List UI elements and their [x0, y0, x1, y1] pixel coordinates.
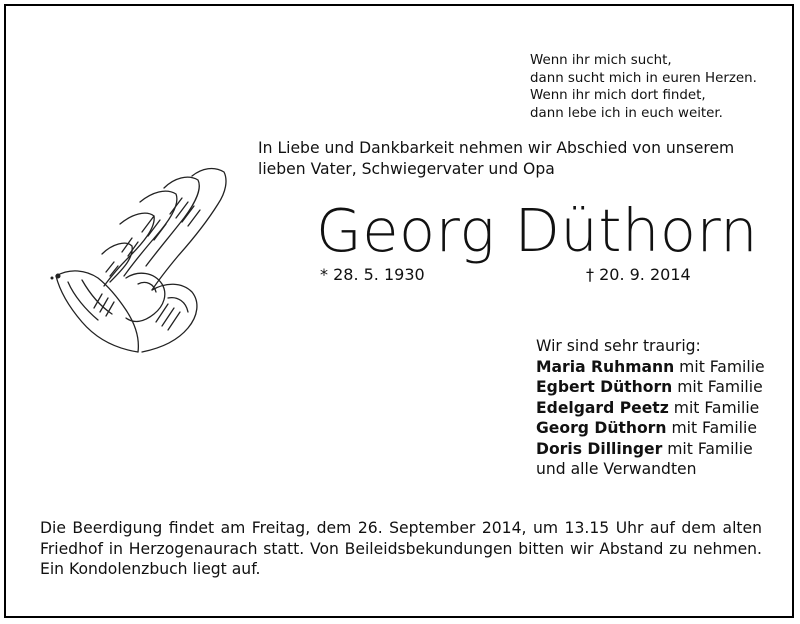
mourner-name: Doris Dillinger: [536, 439, 663, 458]
mourners-heading: Wir sind sehr traurig:: [536, 337, 701, 355]
mourner-entry: [536, 377, 765, 398]
mourners-list: [536, 336, 765, 480]
funeral-info: Die Beerdigung findet am Freitag, dem 26. September 2014, um 13.15 Uhr auf dem alten Friedhof in Herzogenaurach statt. Von Beileidsbekundungen bitten wir Abstand zu nehmen. Ein Kondolenzbuch liegt auf.: [40, 519, 762, 578]
deceased-name: Georg Düthorn: [316, 196, 759, 265]
obituary-notice: [4, 4, 794, 618]
praying-hands-icon: [42, 158, 238, 360]
poem-line: Wenn ihr mich sucht,: [530, 53, 672, 68]
death-date: † 20. 9. 2014: [586, 265, 691, 284]
intro-line: In Liebe und Dankbarkeit nehmen wir Abschied von unserem: [258, 139, 735, 157]
mourner-entry: [536, 398, 765, 419]
poem-line: dann lebe ich in euch weiter.: [530, 105, 723, 121]
intro-line: lieben Vater, Schwiegervater und Opa: [258, 159, 555, 178]
mourner-entry: [536, 357, 765, 378]
mourners-closing: und alle Verwandten: [536, 460, 697, 478]
birth-date: * 28. 5. 1930: [320, 265, 425, 284]
mourner-name: Maria Ruhmann: [536, 357, 675, 376]
mourner-suffix: mit Familie: [672, 378, 763, 396]
mourner-name: Georg Düthorn: [536, 419, 667, 437]
poem-line: Wenn ihr mich dort findet,: [530, 88, 706, 103]
mourner-suffix: mit Familie: [668, 398, 760, 417]
mourner-entry: [536, 418, 765, 439]
poem: [530, 52, 757, 122]
mourner-suffix: mit Familie: [662, 439, 753, 458]
mourner-suffix: mit Familie: [666, 419, 757, 437]
mourner-entry: [536, 439, 765, 460]
mourner-name: Edelgard Peetz: [536, 398, 669, 417]
poem-line: dann sucht mich in euren Herzen.: [530, 70, 757, 86]
mourner-suffix: mit Familie: [674, 357, 765, 376]
intro-text: [258, 138, 734, 179]
mourner-name: Egbert Düthorn: [536, 378, 673, 396]
